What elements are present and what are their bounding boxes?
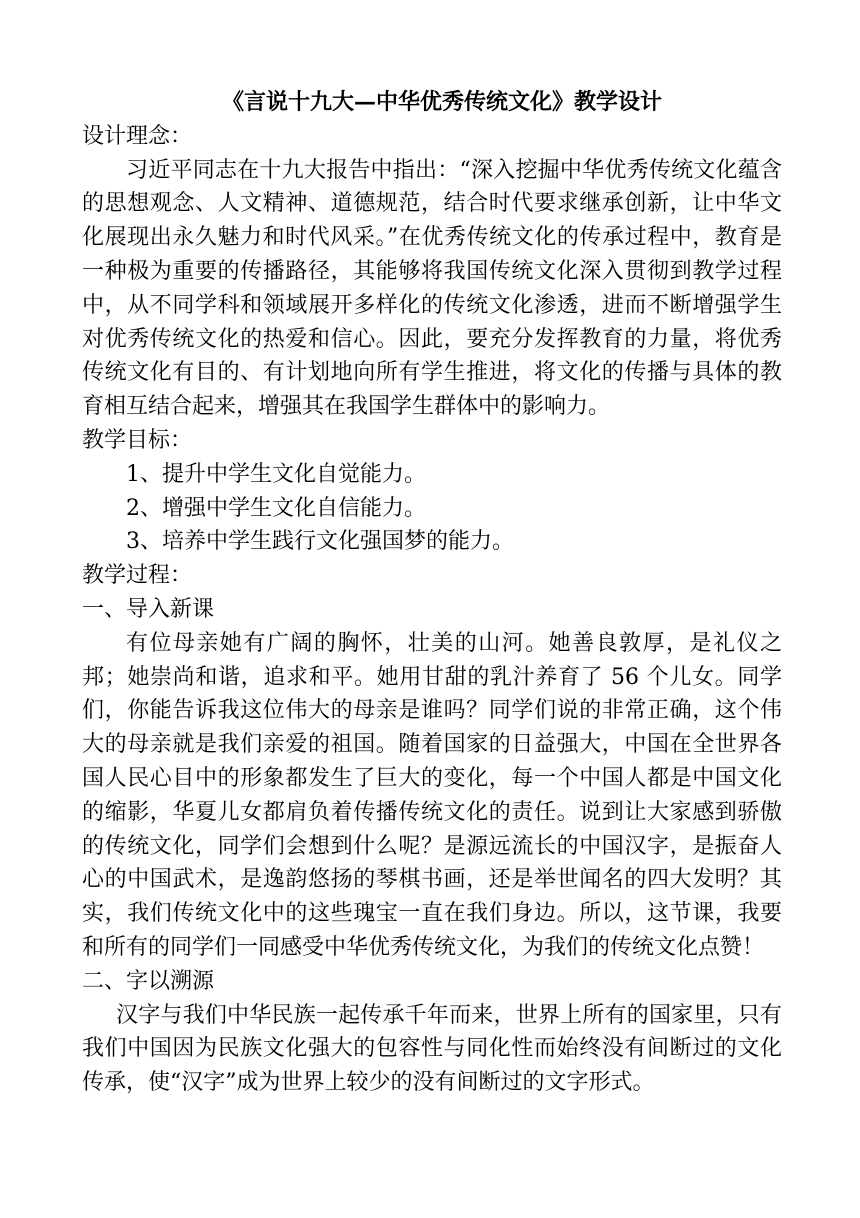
document-title: 《言说十九大—中华优秀传统文化》教学设计 (222, 89, 663, 115)
design-concept-paragraph: 习近平同志在十九大报告中指出：“深入挖掘中华优秀传统文化蕴含的思想观念、人文精神、道德规范，结合时代要求继承创新，让中华文化展现出永久魅力和时代风采。”在优秀传统文化的传承过程中，教育是一种极为重要的传播路径，其能够将我国传统文化深入贯彻到教学过程中，从不同学科和领域展开多样化的传统文化渗透，进而不断增强学生对优秀传统文化的热爱和信心。因此，要充分发挥教育的力量，将优秀传统文化有目的、有计划地向所有学生推进，将文化的传播与具体的教育相互结合起来，增强其在我国学生群体中的影响力。 (82, 157, 782, 420)
part1-heading: 一、导入新课 (82, 596, 215, 622)
part2-paragraph: 汉字与我们中华民族一起传承千年而来，世界上所有的国家里，只有我们中国因为民族文化强大的包容性与同化性而始终没有间断过的文化传承，使“汉字”成为世界上较少的没有间断过的文字形式。 (82, 1002, 782, 1096)
part2-heading: 二、字以溯源 (82, 968, 215, 994)
goal-item-1: 1、提升中学生文化自觉能力。 (126, 461, 426, 487)
goal-item-2: 2、增强中学生文化自信能力。 (126, 495, 426, 521)
section-heading-process: 教学过程： (82, 563, 193, 589)
goal-item-3: 3、培养中学生践行文化强国梦的能力。 (126, 529, 514, 555)
part1-paragraph: 有位母亲她有广阔的胸怀，壮美的山河。她善良敦厚，是礼仪之邦；她崇尚和谐，追求和平。她用甘甜的乳汁养育了 56 个儿女。同学们，你能告诉我这位伟大的母亲是谁吗？同学们说的非常正确，这个伟大的母亲就是我们亲爱的祖国。随着国家的日益强大，中国在全世界各国人民心目中的形象都发生了巨大的变化，每一个中国人都是中国文化的缩影，华夏儿女都肩负着传播传统文化的责任。说到让大家感到骄傲的传统文化，同学们会想到什么呢？是源远流长的中国汉字，是振奋人心的中国武术，是逸韵悠扬的琴棋书画，还是举世闻名的四大发明？其实，我们传统文化中的这些瑰宝一直在我们身边。所以，这节课，我要和所有的同学们一同感受中华优秀传统文化，为我们的传统文化点赞！ (82, 630, 782, 960)
section-heading-design-concept: 设计理念： (82, 123, 193, 149)
section-heading-goals: 教学目标： (82, 427, 193, 453)
document-body (82, 86, 782, 1100)
